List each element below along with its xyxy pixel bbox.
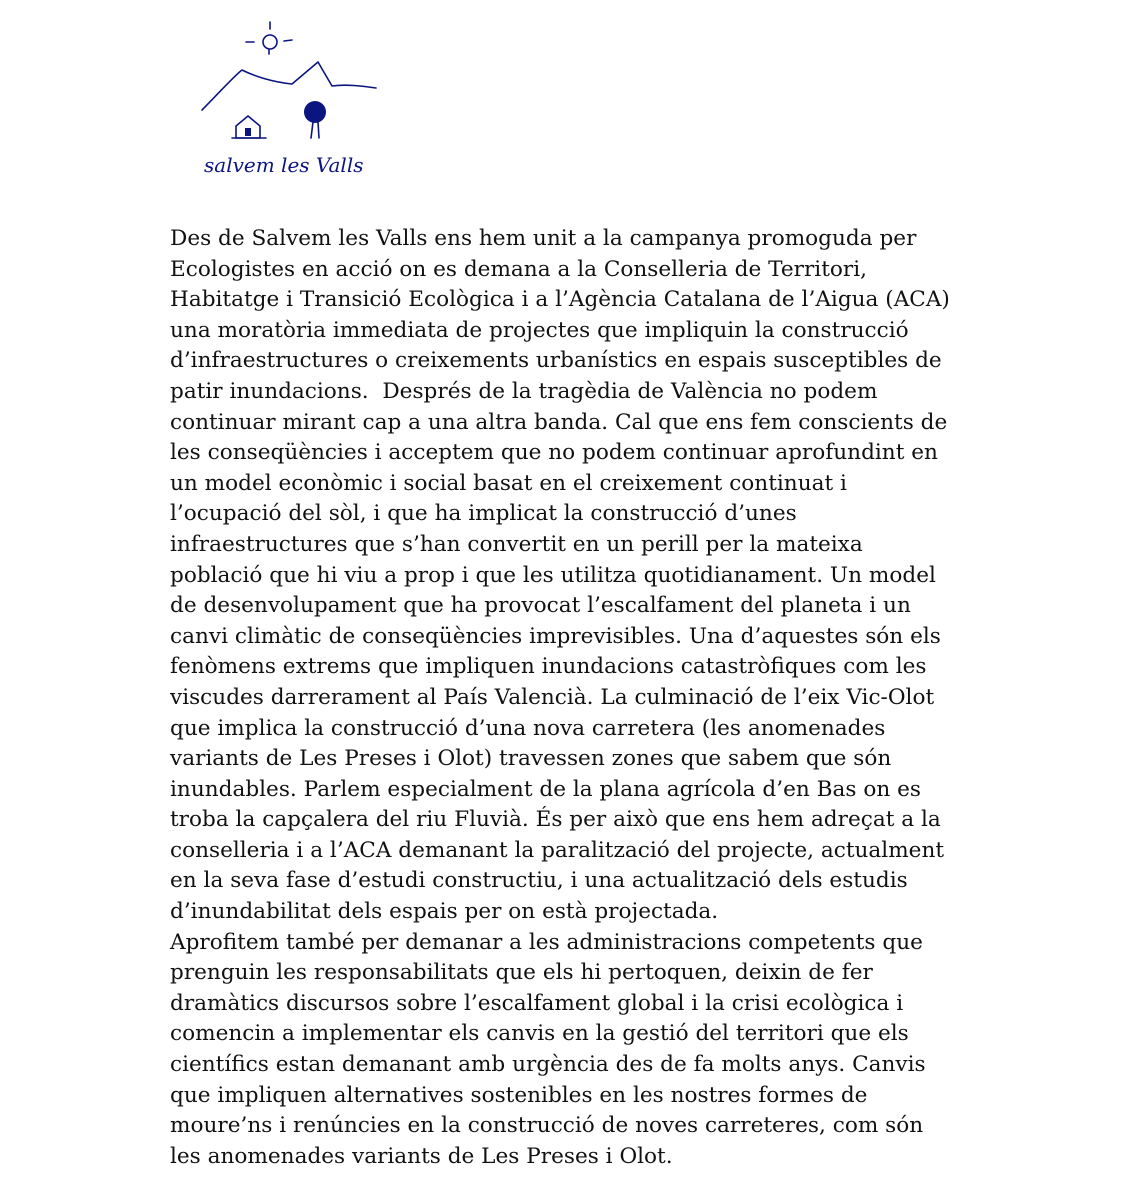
salvem-les-valls-logo	[196, 14, 386, 184]
body-line: continuar mirant cap a una altra banda. Cal que ens fem conscients de	[170, 409, 948, 435]
body-line: d’infraestructures o creixements urbanístics en espais susceptibles de	[170, 348, 942, 374]
tree-icon	[304, 101, 326, 123]
body-line: Aprofitem també per demanar a les administracions competents que	[170, 929, 923, 955]
body-line: prenguin les responsabilitats que els hi pertoquen, deixin de fer	[170, 960, 873, 986]
body-line: dramàtics discursos sobre l’escalfament global i la crisi ecològica i	[170, 990, 904, 1016]
body-line: de desenvolupament que ha provocat l’escalfament del planeta i un	[170, 593, 911, 619]
body-line: població que hi viu a prop i que les utilitza quotidianament. Un model	[170, 562, 936, 588]
body-line: l’ocupació del sòl, i que ha implicat la construcció d’unes	[170, 501, 797, 527]
body-line: variants de Les Preses i Olot) travessen zones que sabem que són	[170, 746, 892, 772]
logo-wordmark: salvem les Valls	[204, 153, 364, 177]
body-line: fenòmens extrems que impliquen inundacions catastròfiques com les	[170, 654, 927, 680]
body-line: patir inundacions. Després de la tragèdia de València no podem	[170, 378, 878, 404]
body-line: canvi climàtic de conseqüències imprevisibles. Una d’aquestes són els	[170, 623, 941, 649]
body-line: que implica la construcció d’una nova carretera (les anomenades	[170, 715, 886, 741]
body-line: conselleria i a l’ACA demanant la paralització del projecte, actualment	[170, 837, 945, 863]
body-line: Des de Salvem les Valls ens hem unit a la campanya promoguda per	[170, 226, 917, 251]
body-line: viscudes darrerament al País Valencià. La culminació de l’eix Vic-Olot	[170, 684, 935, 710]
body-line: infraestructures que s’han convertit en un perill per la mateixa	[170, 531, 863, 557]
sun-icon	[263, 35, 277, 49]
body-line: moure’ns i renúncies en la construcció de noves carreteres, com són	[170, 1113, 924, 1139]
body-line: científics estan demanant amb urgència des de fa molts anys. Canvis	[170, 1052, 926, 1078]
body-line: que impliquen alternatives sostenibles en les nostres formes de	[170, 1082, 868, 1108]
body-line: d’inundabilitat dels espais per on està projectada.	[170, 899, 719, 925]
body-line: Ecologistes en acció on es demana a la Conselleria de Territori,	[170, 256, 867, 282]
body-line: les anomenades variants de Les Preses i Olot.	[170, 1143, 673, 1169]
body-line: un model econòmic i social basat en el creixement continuat i	[170, 470, 847, 496]
body-line: les conseqüències i acceptem que no podem continuar aprofundint en	[170, 440, 938, 466]
body-line: Habitatge i Transició Ecològica i a l’Agència Catalana de l’Aigua (ACA)	[170, 287, 950, 313]
body-line: troba la capçalera del riu Fluvià. És per això que ens hem adreçat a la	[170, 807, 941, 833]
body-line: inundables. Parlem especialment de la plana agrícola d’en Bas on es	[170, 776, 921, 802]
statement-body	[170, 224, 970, 1172]
logo-drawing	[196, 14, 386, 184]
body-line: en la seva fase d’estudi constructiu, i una actualització dels estudis	[170, 868, 908, 894]
body-line: una moratòria immediata de projectes que impliquin la construcció	[170, 317, 909, 343]
body-line: comencin a implementar els canvis en la gestió del territori que els	[170, 1021, 909, 1047]
mountains-outline	[202, 62, 376, 110]
